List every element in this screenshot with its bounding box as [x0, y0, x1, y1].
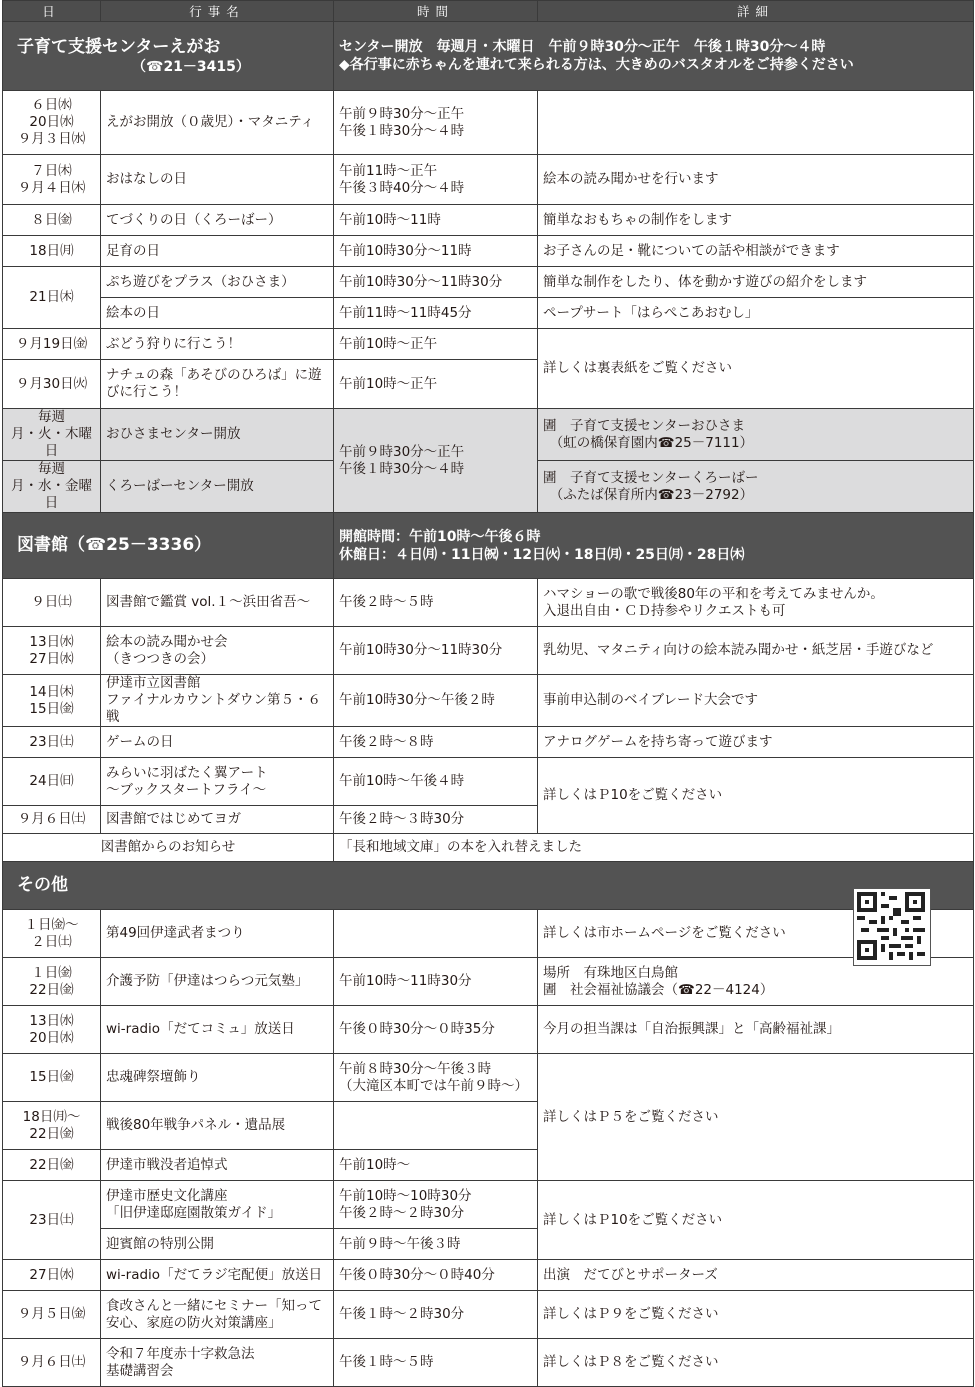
event-name: 伊達市歴史文化講座 「旧伊達邸庭園散策ガイド」 [101, 1181, 334, 1229]
table-row [3, 298, 974, 329]
event-detail: ハマショーの歌で戦後80年の平和を考えてみませんか。 入退出自由・ＣＤ持参やリクエストも可 [538, 579, 974, 627]
event-day: ７日㈭ ９月４日㈭ [3, 155, 101, 205]
event-time: 午前11時～正午 午後３時40分～４時 [334, 155, 538, 205]
event-detail: 簡単な制作をしたり、体を動かす遊びの紹介をします [538, 267, 974, 298]
event-day: ９月６日㈯ [3, 1339, 101, 1387]
notice-label: 図書館からのお知らせ [3, 834, 334, 862]
event-time: 午前10時～正午 [334, 329, 538, 360]
event-time: 午前10時～ [334, 1150, 538, 1181]
event-detail: 詳しくはＰ８をご覧ください [538, 1339, 974, 1387]
event-name: ナチュの森「あそびのひろば」に遊びに行こう！ [101, 360, 334, 409]
event-name: 介護予防「伊達はつらつ元気塾」 [101, 958, 334, 1006]
event-detail: 事前申込制のベイブレード大会です [538, 675, 974, 727]
library-notice-row [3, 834, 974, 862]
event-time: 午前10時～正午 [334, 360, 538, 409]
header-time: 時間 [334, 1, 538, 22]
event-time: 午前11時～11時45分 [334, 298, 538, 329]
event-day: 18日㈪～ 22日㈮ [3, 1102, 101, 1150]
table-row [3, 1339, 974, 1387]
event-name: 食改さんと一緒にセミナー「知って安心、家庭の防火対策講座」 [101, 1291, 334, 1339]
section-info: センター開放 毎週月・木曜日 午前９時30分～正午 午後１時30分～４時 [339, 39, 826, 55]
event-time: 午前９時30分～正午 午後１時30分～４時 [334, 409, 538, 513]
event-time: 午前８時30分～午後３時 （大滝区本町では午前９時～） [334, 1054, 538, 1102]
section-header-other [3, 862, 974, 910]
event-time: 午後１時～５時 [334, 1339, 538, 1387]
table-row [3, 958, 974, 1006]
event-detail: 詳しくは市ホームページをご覧ください [538, 910, 974, 958]
event-day: ６日㈬ 20日㈬ ９月３日㈬ [3, 91, 101, 155]
event-day: 24日㈰ [3, 758, 101, 806]
event-name: 足育の日 [101, 236, 334, 267]
event-detail: 今月の担当課は「自治振興課」と「高齢福祉課」 [538, 1006, 974, 1054]
event-detail: 詳しくはＰ５をご覧ください [538, 1054, 974, 1181]
event-name: おはなしの日 [101, 155, 334, 205]
event-name: ぶどう狩りに行こう！ [101, 329, 334, 360]
section-info: 開館時間：午前10時～午後６時 [339, 528, 541, 545]
event-detail: アナログゲームを持ち寄って遊びます [538, 727, 974, 758]
event-name: wi-radio「だてコミュ」放送日 [101, 1006, 334, 1054]
table-row [3, 758, 974, 806]
event-day: 毎週 月・火・木曜日 [3, 409, 101, 461]
notice-text: 「長和地域文庫」の本を入れ替えました [334, 834, 974, 862]
event-time: 午前９時～午後３時 [334, 1229, 538, 1260]
event-name: 絵本の日 [101, 298, 334, 329]
event-name: 迎賓館の特別公開 [101, 1229, 334, 1260]
event-time: 午前10時30分～11時 [334, 236, 538, 267]
event-detail: 簡単なおもちゃの制作をします [538, 205, 974, 236]
event-detail: 出演 だてびとサポーターズ [538, 1260, 974, 1291]
table-row [3, 409, 974, 461]
qr-code-icon[interactable] [853, 888, 931, 966]
section-phone: （☎21－3415） [132, 58, 250, 75]
event-day: 13日㈬ 27日㈬ [3, 627, 101, 675]
event-name: 図書館ではじめてヨガ [101, 806, 334, 834]
event-time: 午後０時30分～０時35分 [334, 1006, 538, 1054]
table-row [3, 627, 974, 675]
event-time: 午後１時～２時30分 [334, 1291, 538, 1339]
section-info: ◆各行事に赤ちゃんを連れて来られる方は、大きめのバスタオルをご持参ください [339, 57, 854, 73]
event-day: 18日㈪ [3, 236, 101, 267]
event-name: wi-radio「だてラジ宅配便」放送日 [101, 1260, 334, 1291]
event-day: ９日㈯ [3, 579, 101, 627]
event-detail: 絵本の読み聞かせを行います [538, 155, 974, 205]
event-time [334, 1102, 538, 1150]
event-time: 午後２時～８時 [334, 727, 538, 758]
event-name: みらいに羽ばたく翼アート ～ブックスタートフライ～ [101, 758, 334, 806]
event-time: 午前10時～11時 [334, 205, 538, 236]
section-header-egao [3, 22, 974, 91]
event-day: ９月５日㈮ [3, 1291, 101, 1339]
table-row [3, 579, 974, 627]
event-name: 戦後80年戦争パネル・遺品展 [101, 1102, 334, 1150]
event-day: １日㈮ 22日㈮ [3, 958, 101, 1006]
event-time: 午後２時～３時30分 [334, 806, 538, 834]
event-day: １日㈮～ ２日㈯ [3, 910, 101, 958]
event-day: 13日㈬ 20日㈬ [3, 1006, 101, 1054]
header-day: 日 [3, 1, 101, 22]
event-day: 27日㈬ [3, 1260, 101, 1291]
event-day: ９月30日㈫ [3, 360, 101, 409]
event-name: 図書館で鑑賞 vol.１～浜田省吾～ [101, 579, 334, 627]
event-time: 午前10時30分～午後２時 [334, 675, 538, 727]
event-time: 午後０時30分～０時40分 [334, 1260, 538, 1291]
table-row [3, 1006, 974, 1054]
event-day: 毎週 月・水・金曜日 [3, 461, 101, 513]
table-row [3, 910, 974, 958]
event-name: 第49回伊達武者まつり [101, 910, 334, 958]
event-name: てづくりの日（くろーばー） [101, 205, 334, 236]
table-row [3, 236, 974, 267]
table-row [3, 1260, 974, 1291]
event-day: ９月６日㈯ [3, 806, 101, 834]
event-day: 14日㈭ 15日㈮ [3, 675, 101, 727]
event-day: ９月19日㈮ [3, 329, 101, 360]
event-name: ぷち遊びをプラス（おひさま） [101, 267, 334, 298]
event-day: 22日㈮ [3, 1150, 101, 1181]
event-name: えがお開放（０歳児）・マタニティ [101, 91, 334, 155]
section-info: 休館日：４日㈪・11日㈷・12日㈫・18日㈪・25日㈪・28日㈭ [339, 546, 745, 563]
event-detail: お子さんの足・靴についての話や相談ができます [538, 236, 974, 267]
section-header-library [3, 513, 974, 579]
event-detail: 詳しくは裏表紙をご覧ください [538, 329, 974, 409]
table-row [3, 1291, 974, 1339]
event-day: ８日㈮ [3, 205, 101, 236]
event-day: 23日㈯ [3, 1181, 101, 1260]
event-detail: 圕 子育て支援センターおひさま （虹の橋保育園内☎25－7111） [538, 409, 974, 461]
event-time: 午前10時～午後４時 [334, 758, 538, 806]
event-detail: 詳しくはＰ10をご覧ください [538, 758, 974, 834]
table-row [3, 205, 974, 236]
section-title: その他 [17, 875, 68, 895]
event-name: おひさまセンター開放 [101, 409, 334, 461]
event-calendar-table [2, 0, 974, 1387]
event-detail [538, 91, 974, 155]
event-day: 23日㈯ [3, 727, 101, 758]
event-time: 午前10時30分～11時30分 [334, 267, 538, 298]
header-detail: 詳細 [538, 1, 974, 22]
event-time: 午後２時～５時 [334, 579, 538, 627]
header-row [3, 1, 974, 22]
table-row [3, 91, 974, 155]
event-time: 午前10時～11時30分 [334, 958, 538, 1006]
event-detail: 場所 有珠地区白鳥館 圕 社会福祉協議会（☎22－4124） [538, 958, 974, 1006]
header-event: 行事名 [101, 1, 334, 22]
event-time: 午前10時～10時30分 午後２時～２時30分 [334, 1181, 538, 1229]
event-name: 伊達市立図書館 ファイナルカウントダウン第５・６戦 [101, 675, 334, 727]
event-detail: 詳しくはＰ９をご覧ください [538, 1291, 974, 1339]
event-name: くろーばーセンター開放 [101, 461, 334, 513]
table-row [3, 1054, 974, 1102]
event-name: 伊達市戦没者追悼式 [101, 1150, 334, 1181]
event-time: 午前９時30分～正午 午後１時30分～４時 [334, 91, 538, 155]
table-row [3, 329, 974, 360]
section-title: 図書館（☎25－3336） [17, 535, 212, 555]
event-detail: 乳幼児、マタニティ向けの絵本読み聞かせ・紙芝居・手遊びなど [538, 627, 974, 675]
event-day: 15日㈮ [3, 1054, 101, 1102]
section-title: 子育て支援センターえがお [17, 36, 221, 57]
table-row [3, 155, 974, 205]
event-time: 午前10時30分～11時30分 [334, 627, 538, 675]
event-name: 絵本の読み聞かせ会 （きつつきの会） [101, 627, 334, 675]
event-detail: ペープサート「はらぺこあおむし」 [538, 298, 974, 329]
event-time [334, 910, 538, 958]
table-row [3, 1181, 974, 1229]
event-name: 忠魂碑祭壇飾り [101, 1054, 334, 1102]
event-day: 21日㈭ [3, 267, 101, 329]
event-detail: 圕 子育て支援センターくろーばー （ふたば保育所内☎23－2792） [538, 461, 974, 513]
table-row [3, 267, 974, 298]
event-detail: 詳しくはＰ10をご覧ください [538, 1181, 974, 1260]
event-name: 令和７年度赤十字救急法 基礎講習会 [101, 1339, 334, 1387]
event-name: ゲームの日 [101, 727, 334, 758]
table-row [3, 675, 974, 727]
table-row [3, 727, 974, 758]
